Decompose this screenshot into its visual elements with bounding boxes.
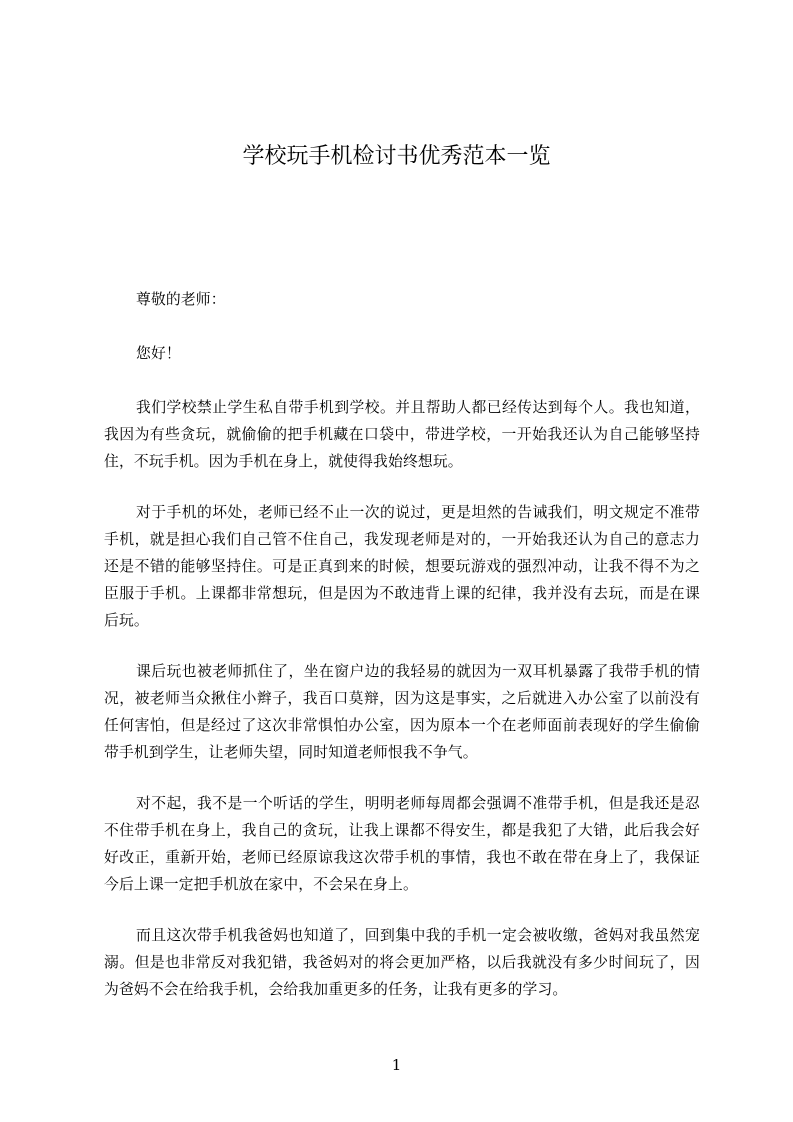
- paragraph: 而且这次带手机我爸妈也知道了，回到集中我的手机一定会被收缴，爸妈对我虽然宠溺。但是也非常反对我犯错，我爸妈对的将会更加严格，以后我就没有多少时间玩了，因为爸妈不会在给我手机，会给我加重更多的任务，让我有更多的学习。: [104, 927, 700, 998]
- paragraph: 对于手机的坏处，老师已经不止一次的说过，更是坦然的告诫我们，明文规定不准带手机，就是担心我们自己管不住自己，我发现老师是对的，一开始我还认为自己的意志力还是不错的能够坚持住。可是正真到来的时候，想要玩游戏的强烈冲动，让我不得不为之臣服于手机。上课都非常想玩，但是因为不敢违背上课的纪律，我并没有去玩，而是在课后玩。: [104, 504, 700, 629]
- page-number: 1: [391, 1056, 402, 1074]
- salutation: 尊敬的老师：: [136, 291, 226, 308]
- paragraph: 对不起，我不是一个听话的学生，明明老师每周都会强调不准带手机，但是我还是忍不住带手机在身上，我自己的贪玩，让我上课都不得安生，都是我犯了大错，此后我会好好改正，重新开始，老师已经原谅我这次带手机的事情，我也不敢在带在身上了，我保证今后上课一定把手机放在家中，不会呆在身上。: [104, 795, 700, 893]
- paragraph: 我们学校禁止学生私自带手机到学校。并且帮助人都已经传达到每个人。我也知道，我因为有些贪玩，就偷偷的把手机藏在口袋中，带进学校，一开始我还认为自己能够坚持住，不玩手机。因为手机在身上，就使得我始终想玩。: [104, 399, 700, 470]
- paragraph: 课后玩也被老师抓住了，坐在窗户边的我轻易的就因为一双耳机暴露了我带手机的情况，被老师当众揪住小辫子，我百口莫辩，因为这是事实，之后就进入办公室了以前没有任何害怕，但是经过了这次非常惧怕办公室，因为原本一个在老师面前表现好的学生偷偷带手机到学生，让老师失望，同时知道老师恨我不争气。: [104, 663, 700, 761]
- greeting: 您好！: [136, 345, 181, 362]
- letter-body: [104, 286, 700, 1027]
- page-title: 学校玩手机检讨书优秀范本一览: [242, 144, 551, 169]
